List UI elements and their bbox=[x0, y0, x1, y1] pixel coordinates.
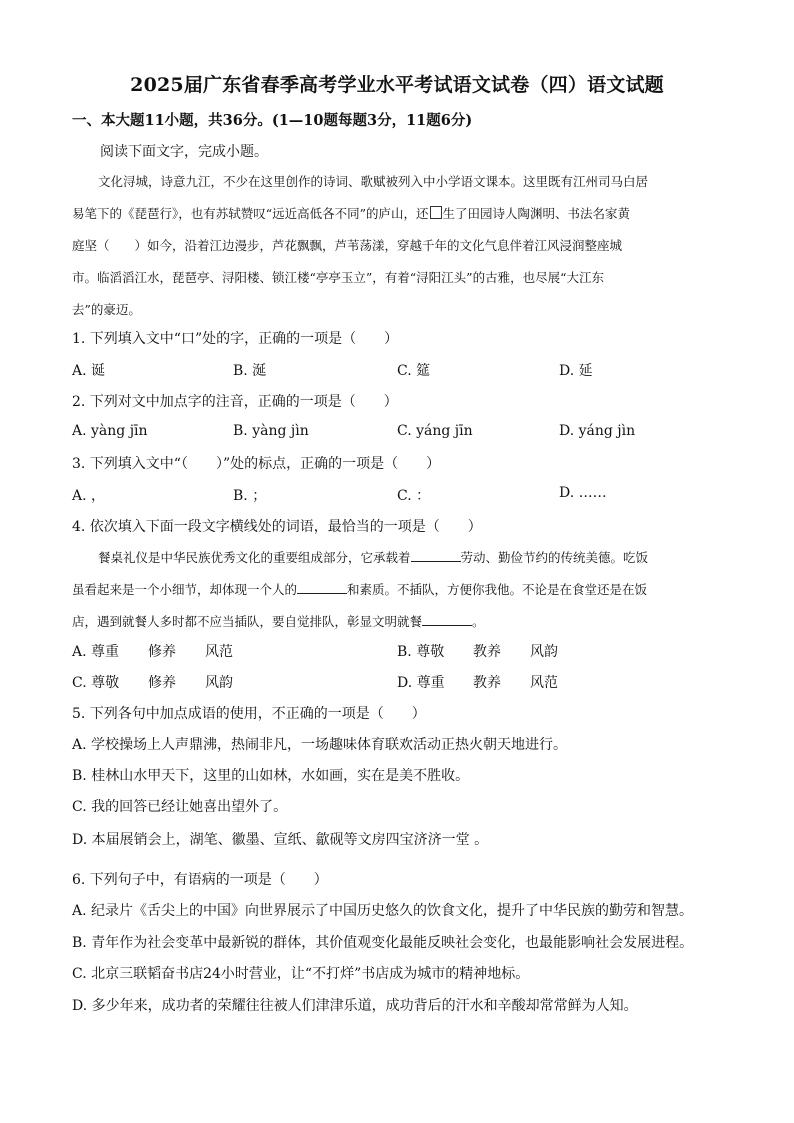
q2-option-b[interactable]: B. yàng jìn bbox=[233, 423, 309, 439]
passage-line: 店，遇到就餐人多时都不应当插队，要自觉排队，彰显文明就餐 。 bbox=[72, 614, 485, 629]
question-2-stem: 2. 下列对文中加点字的注音，正确的一项是（ ） bbox=[72, 394, 398, 410]
question-3-stem: 3. 下列填入文中“（ ）”处的标点，正确的一项是（ ） bbox=[72, 456, 441, 472]
q6-option-c[interactable]: C. 北京三联韬奋书店24小时营业，让“不打烊”书店成为城市的精神地标。 bbox=[72, 966, 530, 982]
q4-option-d[interactable]: D. 尊重 教养 风范 bbox=[397, 675, 558, 691]
reading-passage bbox=[72, 166, 716, 326]
q4-passage bbox=[72, 542, 716, 638]
passage-line: 庭坚（ ）如今，沿着江边漫步，芦花飘飘，芦苇荡漾，穿越千年的文化气息伴着江风浸润整座城 bbox=[72, 238, 623, 253]
q1-option-c[interactable]: C. 筵 bbox=[397, 363, 431, 379]
q3-option-c[interactable]: C. ： bbox=[397, 488, 431, 504]
q3-option-b[interactable]: B. ； bbox=[233, 488, 267, 504]
passage-line: 市。临滔滔江水，琵琶亭、浔阳楼、锁江楼“亭亭玉立”，有着“浔阳江头”的古雅，也尽展“大江东 bbox=[72, 270, 604, 285]
q1-option-d[interactable]: D. 延 bbox=[559, 363, 593, 379]
q6-option-d[interactable]: D. 多少年来，成功者的荣耀往往被人们津津乐道，成功背后的汗水和辛酸却常常鲜为人知。 bbox=[72, 998, 638, 1014]
blank-line bbox=[297, 581, 347, 594]
reading-instruction: 阅读下面文字，完成小题。 bbox=[100, 144, 268, 160]
blank-box bbox=[430, 206, 442, 219]
blank-line bbox=[422, 613, 472, 626]
question-1-stem: 1. 下列填入文中“口”处的字，正确的一项是（ ） bbox=[72, 331, 399, 347]
passage-line: 虽看起来是一个小细节，却体现一个人的 和素质。不插队，方便你我他。不论是在食堂还是在饭 bbox=[72, 582, 648, 597]
q3-option-a[interactable]: A. ， bbox=[72, 488, 106, 504]
q2-option-c[interactable]: C. yáng jīn bbox=[397, 423, 473, 439]
q2-option-d[interactable]: D. yáng jìn bbox=[559, 423, 636, 439]
q2-option-a[interactable]: A. yàng jīn bbox=[72, 423, 148, 439]
q3-option-d[interactable]: D. …… bbox=[559, 485, 607, 501]
q5-option-c[interactable]: C. 我的回答已经让她喜出望外了。 bbox=[72, 799, 288, 815]
passage-line: 易笔下的《琵琶行》，也有苏轼赞叹“远近高低各不同”的庐山，还 生了田园诗人陶渊明、书法名家黄 bbox=[72, 206, 631, 221]
passage-line: 去”的豪迈。 bbox=[72, 302, 141, 317]
page-title: 2025届广东省春季高考学业水平考试语文试卷（四）语文试题 bbox=[130, 74, 664, 96]
q1-option-a[interactable]: A. 诞 bbox=[72, 363, 106, 379]
question-6-stem: 6. 下列句子中，有语病的一项是（ ） bbox=[72, 872, 328, 888]
q6-option-a[interactable]: A. 纪录片《舌尖上的中国》向世界展示了中国历史悠久的饮食文化，提升了中华民族的勤劳和智慧。 bbox=[72, 903, 694, 919]
q5-option-b[interactable]: B. 桂林山水甲天下，这里的山如林，水如画，实在是美不胜收。 bbox=[72, 768, 470, 784]
section-heading: 一、本大题11小题，共36分。(1—10题每题3分，11题6分) bbox=[72, 112, 473, 129]
q4-option-a[interactable]: A. 尊重 修养 风范 bbox=[72, 644, 233, 660]
question-4-stem: 4. 依次填入下面一段文字横线处的词语，最恰当的一项是（ ） bbox=[72, 519, 482, 535]
q4-option-b[interactable]: B. 尊敬 教养 风韵 bbox=[397, 644, 558, 660]
q6-option-b[interactable]: B. 青年作为社会变革中最新锐的群体，其价值观变化最能反映社会变化，也最能影响社会发展进程。 bbox=[72, 935, 694, 951]
passage-line: 餐桌礼仪是中华民族优秀文化的重要组成部分，它承载着 劳动、勤俭节约的传统美德。吃饭 bbox=[98, 550, 649, 565]
q5-option-a[interactable]: A. 学校操场上人声鼎沸，热闹非凡，一场趣味体育联欢活动正热火朝天地进行。 bbox=[72, 737, 568, 753]
passage-line: 文化浔城，诗意九江，不少在这里创作的诗词、歌赋被列入中小学语文课本。这里既有江州司马白居 bbox=[98, 174, 649, 189]
question-5-stem: 5. 下列各句中加点成语的使用，不正确的一项是（ ） bbox=[72, 706, 426, 722]
q4-option-c[interactable]: C. 尊敬 修养 风韵 bbox=[72, 675, 233, 691]
q1-option-b[interactable]: B. 涎 bbox=[233, 363, 267, 379]
q5-option-d[interactable]: D. 本届展销会上，湖笔、徽墨、宣纸、歙砚等文房四宝济济一堂 。 bbox=[72, 832, 489, 848]
blank-line bbox=[411, 549, 461, 562]
